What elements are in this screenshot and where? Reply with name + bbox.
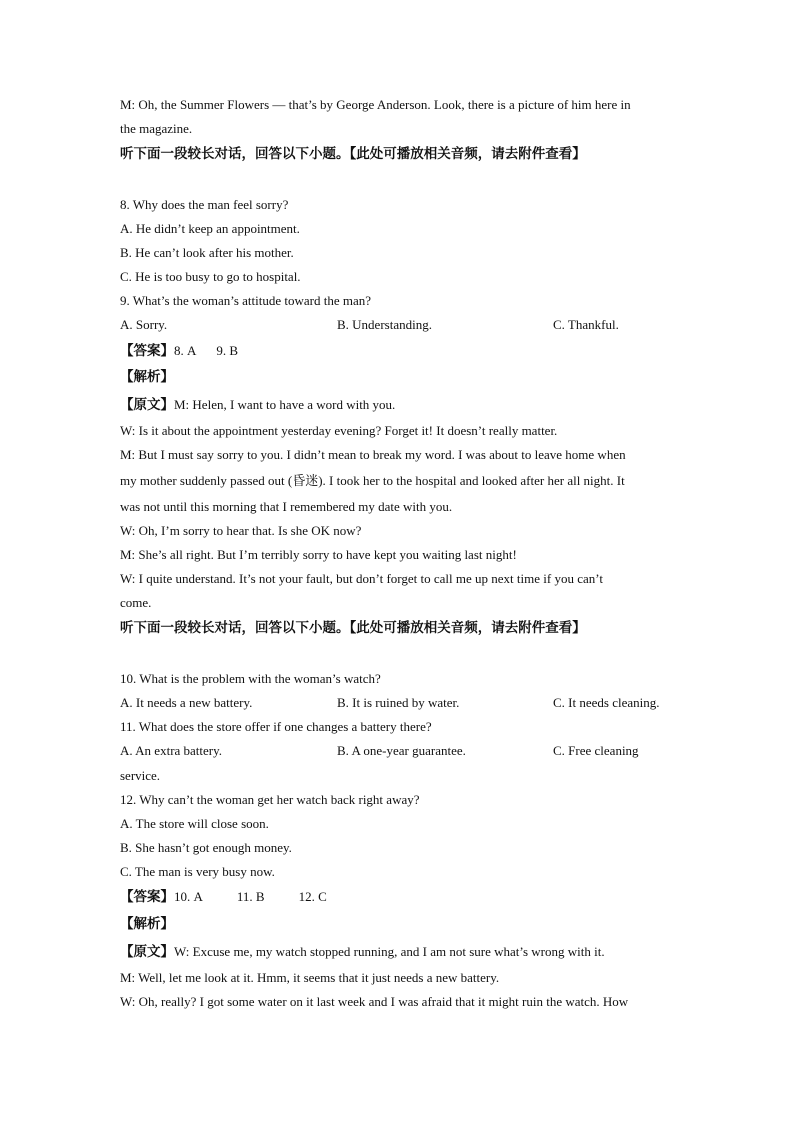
q9-option-a: A. Sorry. bbox=[120, 317, 168, 332]
q12-option-b: B. She hasn’t got enough money. bbox=[120, 840, 292, 855]
transcript-line: come. bbox=[120, 595, 152, 610]
transcript-line bbox=[120, 944, 605, 960]
answer-label: 【答案】 bbox=[120, 343, 174, 359]
analysis-label: 【解析】 bbox=[120, 916, 174, 932]
dialogue-line: the magazine. bbox=[120, 121, 193, 136]
question-10-stem: 10. What is the problem with the woman’s watch? bbox=[120, 671, 381, 686]
transcript-line: M: But I must say sorry to you. I didn’t mean to break my word. I was about to leave home when bbox=[120, 447, 626, 462]
transcript-label: 【原文】 bbox=[120, 944, 174, 960]
q10-option-b: B. It is ruined by water. bbox=[337, 695, 460, 710]
question-8-stem: 8. Why does the man feel sorry? bbox=[120, 197, 289, 212]
transcript-line: W: I quite understand. It’s not your fault, but don’t forget to call me up next time if you can’t bbox=[120, 571, 603, 586]
q8-option-b: B. He can’t look after his mother. bbox=[120, 245, 294, 260]
q12-option-a: A. The store will close soon. bbox=[120, 816, 269, 831]
transcript-line: W: Is it about the appointment yesterday evening? Forget it! It doesn’t really matter. bbox=[120, 423, 558, 438]
q11-option-c-continued: service. bbox=[120, 768, 161, 783]
answer-8: 8. A bbox=[174, 343, 197, 358]
answer-10: 10. A bbox=[174, 889, 203, 904]
transcript-line: M: She’s all right. But I’m terribly sorry to have kept you waiting last night! bbox=[120, 547, 517, 562]
q11-option-b: B. A one-year guarantee. bbox=[337, 743, 466, 758]
answer-line bbox=[120, 889, 327, 905]
question-12-stem: 12. Why can’t the woman get her watch back right away? bbox=[120, 792, 420, 807]
answer-11: 11. B bbox=[236, 889, 265, 904]
answer-9: 9. B bbox=[216, 343, 239, 358]
question-11-stem: 11. What does the store offer if one changes a battery there? bbox=[120, 719, 432, 734]
dialogue-line: M: Oh, the Summer Flowers — that’s by George Anderson. Look, there is a picture of him here in bbox=[120, 97, 631, 112]
q9-option-c: C. Thankful. bbox=[553, 317, 619, 332]
q11-option-c: C. Free cleaning bbox=[553, 743, 639, 758]
transcript-line: was not until this morning that I remembered my date with you. bbox=[120, 499, 453, 514]
transcript-text: W: Excuse me, my watch stopped running, and I am not sure what’s wrong with it. bbox=[174, 944, 605, 959]
transcript-line bbox=[120, 397, 395, 413]
answer-12: 12. C bbox=[298, 889, 327, 904]
transcript-line: my mother suddenly passed out (昏迷). I took her to the hospital and looked after her all night. It bbox=[120, 473, 625, 488]
q10-option-a: A. It needs a new battery. bbox=[120, 695, 253, 710]
transcript-line: W: Oh, I’m sorry to hear that. Is she OK now? bbox=[120, 523, 362, 538]
q10-option-c: C. It needs cleaning. bbox=[553, 695, 660, 710]
listening-instruction: 听下面一段较长对话，回答以下小题。【此处可播放相关音频，请去附件查看】 bbox=[120, 620, 586, 636]
q9-option-b: B. Understanding. bbox=[337, 317, 432, 332]
transcript-label: 【原文】 bbox=[120, 397, 174, 413]
transcript-line: W: Oh, really? I got some water on it last week and I was afraid that it might ruin the watch. How bbox=[120, 994, 629, 1009]
listening-instruction: 听下面一段较长对话，回答以下小题。【此处可播放相关音频，请去附件查看】 bbox=[120, 146, 586, 162]
question-9-stem: 9. What’s the woman’s attitude toward the man? bbox=[120, 293, 372, 308]
answer-line bbox=[120, 343, 238, 359]
q11-option-a: A. An extra battery. bbox=[120, 743, 223, 758]
analysis-label: 【解析】 bbox=[120, 369, 174, 385]
q12-option-c: C. The man is very busy now. bbox=[120, 864, 275, 879]
q8-option-c: C. He is too busy to go to hospital. bbox=[120, 269, 301, 284]
transcript-line: M: Well, let me look at it. Hmm, it seems that it just needs a new battery. bbox=[120, 970, 500, 985]
answer-label: 【答案】 bbox=[120, 889, 174, 905]
transcript-text: M: Helen, I want to have a word with you. bbox=[174, 397, 396, 412]
q8-option-a: A. He didn’t keep an appointment. bbox=[120, 221, 300, 236]
